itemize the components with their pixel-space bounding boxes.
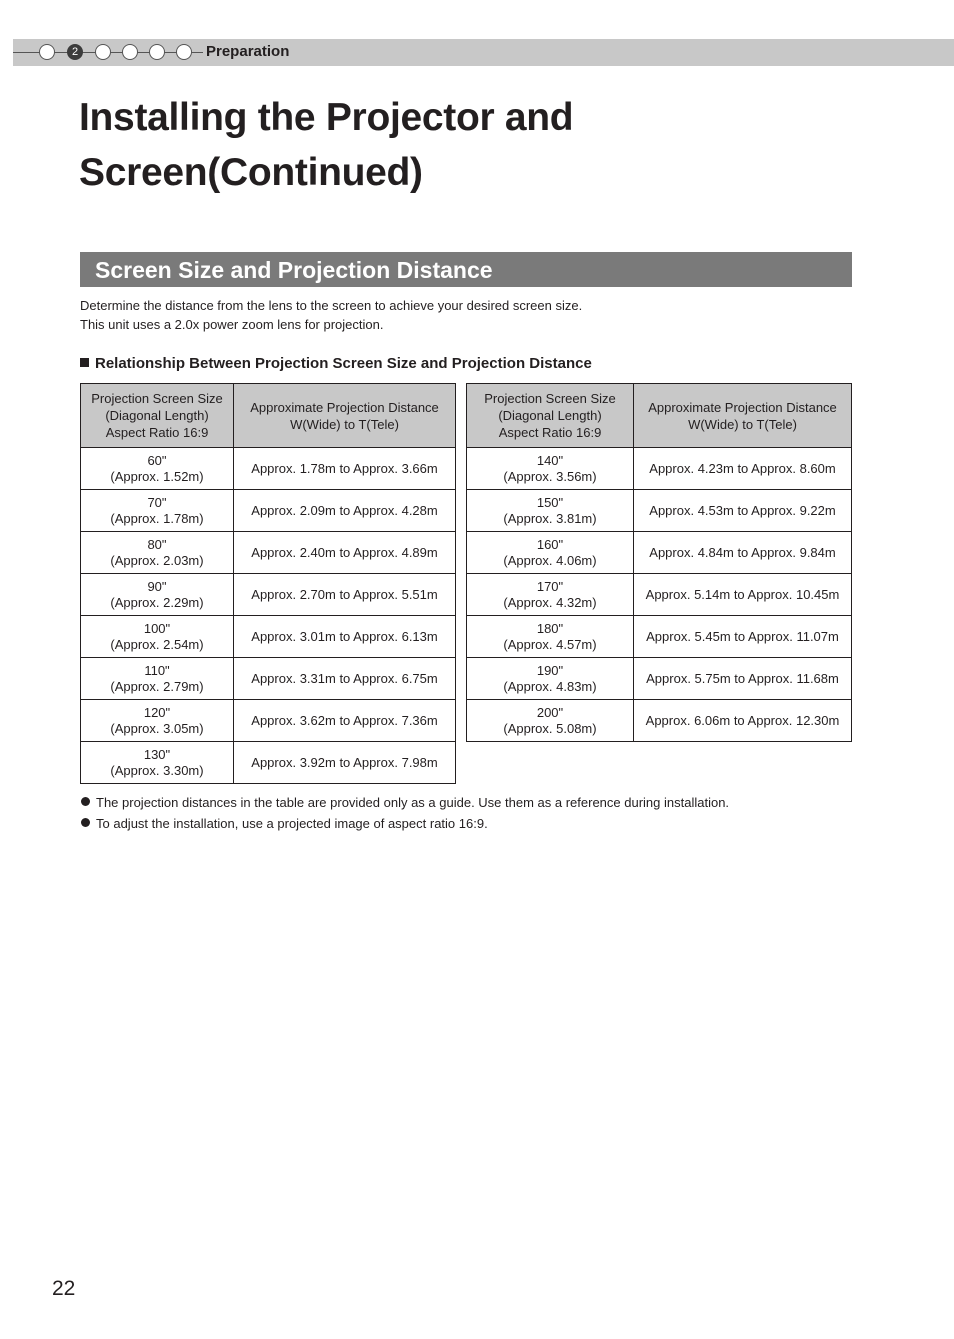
header-projection-distance (234, 384, 456, 448)
screen-size-meters: (Approx. 1.78m) (110, 510, 204, 526)
screen-size-inches: 150" (536, 494, 564, 510)
chapter-section-label: Preparation (206, 43, 290, 60)
table-header-row (81, 384, 456, 448)
table-row (467, 700, 852, 742)
table-row (81, 742, 456, 784)
note-text: The projection distances in the table are provided only as a guide. Use them as a reference during installation. (96, 795, 730, 810)
screen-size-inches: 200" (536, 704, 564, 720)
table-row (467, 616, 852, 658)
projection-distance-cell: Approx. 3.92m to Approx. 7.98m (234, 742, 456, 784)
screen-size-inches: 60" (147, 452, 167, 468)
page-title-line-2: Screen(Continued) (79, 151, 423, 194)
header-distance-line-2: W(Wide) to T(Tele) (688, 416, 797, 432)
screen-size-meters: (Approx. 4.06m) (503, 552, 597, 568)
header-size-line-2: (Diagonal Length) (105, 408, 209, 423)
notes-list (80, 792, 729, 834)
projection-distance-cell: Approx. 4.53m to Approx. 9.22m (634, 490, 852, 532)
screen-size-meters: (Approx. 2.29m) (110, 594, 204, 610)
screen-size-cell (81, 616, 234, 658)
projection-distance-cell: Approx. 5.75m to Approx. 11.68m (634, 658, 852, 700)
screen-size-meters: (Approx. 4.83m) (503, 678, 597, 694)
intro-line-2: This unit uses a 2.0x power zoom lens for projection. (80, 317, 384, 332)
projection-distance-cell: Approx. 3.62m to Approx. 7.36m (234, 700, 456, 742)
screen-size-inches: 80" (147, 536, 167, 552)
screen-size-cell (467, 616, 634, 658)
intro-text (80, 296, 582, 334)
note-item (80, 792, 729, 813)
screen-size-inches: 90" (147, 578, 167, 594)
screen-size-cell (81, 742, 234, 784)
table-heading-text: Relationship Between Projection Screen Size and Projection Distance (95, 355, 592, 372)
table-row (467, 658, 852, 700)
table-row (81, 532, 456, 574)
projection-distance-cell: Approx. 4.84m to Approx. 9.84m (634, 532, 852, 574)
bullet-dot-icon (81, 797, 90, 806)
header-distance-line-2: W(Wide) to T(Tele) (290, 416, 399, 432)
intro-line-1: Determine the distance from the lens to the screen to achieve your desired screen size. (80, 298, 583, 313)
screen-size-inches: 110" (144, 662, 170, 678)
projection-distance-cell: Approx. 3.01m to Approx. 6.13m (234, 616, 456, 658)
screen-size-cell (81, 532, 234, 574)
chapter-indicator-4 (122, 44, 138, 60)
header-screen-size (467, 384, 634, 448)
header-size-line-1: Projection Screen Size (484, 391, 616, 406)
table-row (81, 700, 456, 742)
projection-distance-cell: Approx. 3.31m to Approx. 6.75m (234, 658, 456, 700)
distance-table-left (80, 383, 456, 784)
header-projection-distance (634, 384, 852, 448)
screen-size-meters: (Approx. 3.30m) (110, 762, 204, 778)
screen-size-cell (467, 448, 634, 490)
table-row (467, 448, 852, 490)
projection-distance-cell: Approx. 2.40m to Approx. 4.89m (234, 532, 456, 574)
screen-size-meters: (Approx. 2.79m) (110, 678, 204, 694)
square-bullet-icon (80, 358, 89, 367)
screen-size-cell (81, 574, 234, 616)
table-heading (80, 355, 592, 372)
screen-size-cell (467, 532, 634, 574)
table-row (81, 658, 456, 700)
distance-table-right (466, 383, 852, 742)
table-row (81, 448, 456, 490)
projection-distance-cell: Approx. 1.78m to Approx. 3.66m (234, 448, 456, 490)
header-distance-line-1: Approximate Projection Distance (250, 399, 439, 415)
header-size-line-1: Projection Screen Size (91, 391, 223, 406)
page-title (79, 90, 573, 200)
screen-size-inches: 170" (536, 578, 564, 594)
chapter-indicator-2-current: 2 (67, 44, 83, 60)
screen-size-meters: (Approx. 4.57m) (503, 636, 597, 652)
screen-size-cell (81, 658, 234, 700)
screen-size-inches: 160" (536, 536, 564, 552)
page-number: 22 (52, 1277, 76, 1300)
screen-size-inches: 70" (147, 494, 167, 510)
screen-size-cell (467, 490, 634, 532)
screen-size-meters: (Approx. 1.52m) (110, 468, 204, 484)
screen-size-cell (81, 490, 234, 532)
screen-size-cell (81, 700, 234, 742)
screen-size-inches: 130" (143, 746, 171, 762)
table-header-row (467, 384, 852, 448)
screen-size-inches: 190" (536, 662, 564, 678)
screen-size-meters: (Approx. 3.05m) (110, 720, 204, 736)
projection-distance-cell: Approx. 5.14m to Approx. 10.45m (634, 574, 852, 616)
projection-distance-cell: Approx. 5.45m to Approx. 11.07m (634, 616, 852, 658)
screen-size-inches: 100" (143, 620, 171, 636)
chapter-indicator-1 (39, 44, 55, 60)
chapter-indicator-3 (95, 44, 111, 60)
screen-size-inches: 180" (536, 620, 564, 636)
header-size-line-2: (Diagonal Length) (498, 408, 602, 423)
table-row (81, 490, 456, 532)
section-heading: Screen Size and Projection Distance (95, 257, 493, 283)
screen-size-cell (467, 658, 634, 700)
header-size-line-3: Aspect Ratio 16:9 (498, 425, 602, 440)
header-size-line-3: Aspect Ratio 16:9 (105, 425, 209, 440)
projection-distance-cell: Approx. 2.09m to Approx. 4.28m (234, 490, 456, 532)
screen-size-meters: (Approx. 2.03m) (110, 552, 204, 568)
note-item (80, 813, 729, 834)
projection-distance-cell: Approx. 2.70m to Approx. 5.51m (234, 574, 456, 616)
chapter-indicator-5 (149, 44, 165, 60)
page-title-line-1: Installing the Projector and (79, 96, 574, 139)
screen-size-meters: (Approx. 5.08m) (503, 720, 597, 736)
chapter-indicator-6 (176, 44, 192, 60)
screen-size-inches: 140" (536, 452, 564, 468)
projection-distance-cell: Approx. 4.23m to Approx. 8.60m (634, 448, 852, 490)
table-row (467, 532, 852, 574)
screen-size-meters: (Approx. 3.56m) (503, 468, 597, 484)
header-distance-line-1: Approximate Projection Distance (648, 399, 837, 415)
table-row (81, 574, 456, 616)
table-body-right (467, 448, 852, 742)
bullet-dot-icon (81, 818, 90, 827)
table-row (467, 574, 852, 616)
projection-distance-cell: Approx. 6.06m to Approx. 12.30m (634, 700, 852, 742)
table-row (81, 616, 456, 658)
section-heading-bar (80, 252, 852, 287)
note-text: To adjust the installation, use a projected image of aspect ratio 16:9. (96, 816, 488, 831)
screen-size-cell (467, 574, 634, 616)
screen-size-cell (467, 700, 634, 742)
screen-size-cell (81, 448, 234, 490)
table-body-left (81, 448, 456, 784)
header-screen-size (81, 384, 234, 448)
table-row (467, 490, 852, 532)
screen-size-inches: 120" (143, 704, 171, 720)
screen-size-meters: (Approx. 2.54m) (110, 636, 204, 652)
screen-size-meters: (Approx. 3.81m) (503, 510, 597, 526)
screen-size-meters: (Approx. 4.32m) (503, 594, 597, 610)
chapter-header-bar (13, 39, 954, 66)
